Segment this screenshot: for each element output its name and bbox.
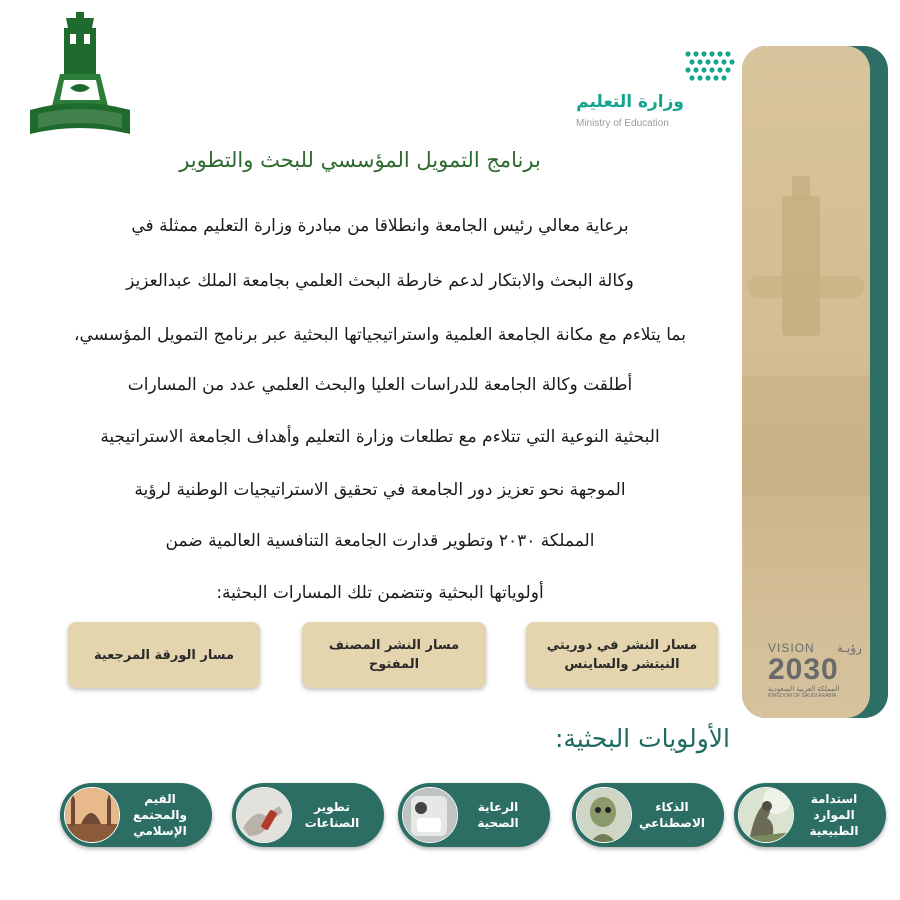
page-title: برنامج التمويل المؤسسي للبحث والتطوير bbox=[179, 148, 541, 172]
nature-bird-image bbox=[738, 787, 794, 843]
paragraph-line: المملكة ٢٠٣٠ وتطوير قدارت الجامعة التنافسية العالمية ضمن bbox=[165, 531, 595, 551]
campus-photo-panel bbox=[742, 46, 870, 718]
paragraph-line: أطلقت وكالة الجامعة للدراسات العليا والبحث العلمي عدد من المسارات bbox=[127, 375, 633, 395]
decorative-side-panel bbox=[742, 46, 888, 718]
vision-word-ar: رؤيـة bbox=[837, 641, 862, 655]
medical-image bbox=[402, 787, 458, 843]
vision-kingdom-ar: المملكة العربية السعودية bbox=[768, 686, 840, 693]
university-logo bbox=[26, 10, 134, 150]
priority-artificial-intelligence[interactable] bbox=[572, 783, 724, 847]
ministry-name-en: Ministry of Education bbox=[576, 118, 669, 129]
paragraph-line: بما يتلاءم مع مكانة الجامعة العلمية واستراتيجياتها البحثية عبر برنامج التمويل المؤسسي، bbox=[74, 325, 686, 345]
track-nature-science[interactable]: مسار النشر في دوريتي النيتشر والساينس bbox=[526, 622, 718, 688]
paragraph-line: البحثية النوعية التي تتلاءم مع تطلعات وزارة التعليم وأهداف الجامعة الاستراتيجية bbox=[100, 427, 660, 447]
vision-word-en: VISION bbox=[768, 641, 815, 655]
priority-label: الرعاية الصحية bbox=[477, 800, 519, 830]
priority-label: الذكاء الاصطناعي bbox=[638, 800, 706, 830]
paragraph-line: أولوياتها البحثية وتتضمن تلك المسارات البحثية: bbox=[216, 583, 544, 603]
track-open-classified[interactable]: مسار النشر المصنف المفتوح bbox=[302, 622, 486, 688]
ministry-name-ar: وزارة التعليم bbox=[576, 92, 684, 112]
priority-health-care[interactable] bbox=[398, 783, 550, 847]
vision-kingdom-en: KINGDOM OF SAUDI ARABIA bbox=[768, 693, 837, 699]
priority-values-islamic-society[interactable] bbox=[60, 783, 212, 847]
priority-label: استدامة الموارد الطبيعية bbox=[809, 792, 859, 838]
paragraph-line: وكالة البحث والابتكار لدعم خارطة البحث العلمي بجامعة الملك عبدالعزيز bbox=[126, 271, 634, 291]
mosque-image bbox=[64, 787, 120, 843]
priority-natural-resources[interactable] bbox=[734, 783, 886, 847]
priority-industries-development[interactable] bbox=[232, 783, 384, 847]
track-reference-paper[interactable]: مسار الورقة المرجعية bbox=[68, 622, 260, 688]
priority-label: تطوير الصناعات bbox=[304, 800, 360, 830]
industry-tools-image bbox=[236, 787, 292, 843]
priorities-heading: الأولويات البحثية: bbox=[554, 724, 730, 753]
vision-year: 2030 bbox=[768, 653, 839, 686]
paragraph-line: الموجهة نحو تعزيز دور الجامعة في تحقيق الاستراتيجيات الوطنية لرؤية bbox=[134, 480, 626, 500]
ministry-logo bbox=[572, 48, 742, 133]
paragraph-line: برعاية معالي رئيس الجامعة وانطلاقا من مبادرة وزارة التعليم ممثلة في bbox=[131, 216, 629, 236]
robot-image bbox=[576, 787, 632, 843]
priority-label: القيم والمجتمع الإسلامي bbox=[133, 792, 187, 838]
vision-2030-logo bbox=[768, 641, 868, 699]
